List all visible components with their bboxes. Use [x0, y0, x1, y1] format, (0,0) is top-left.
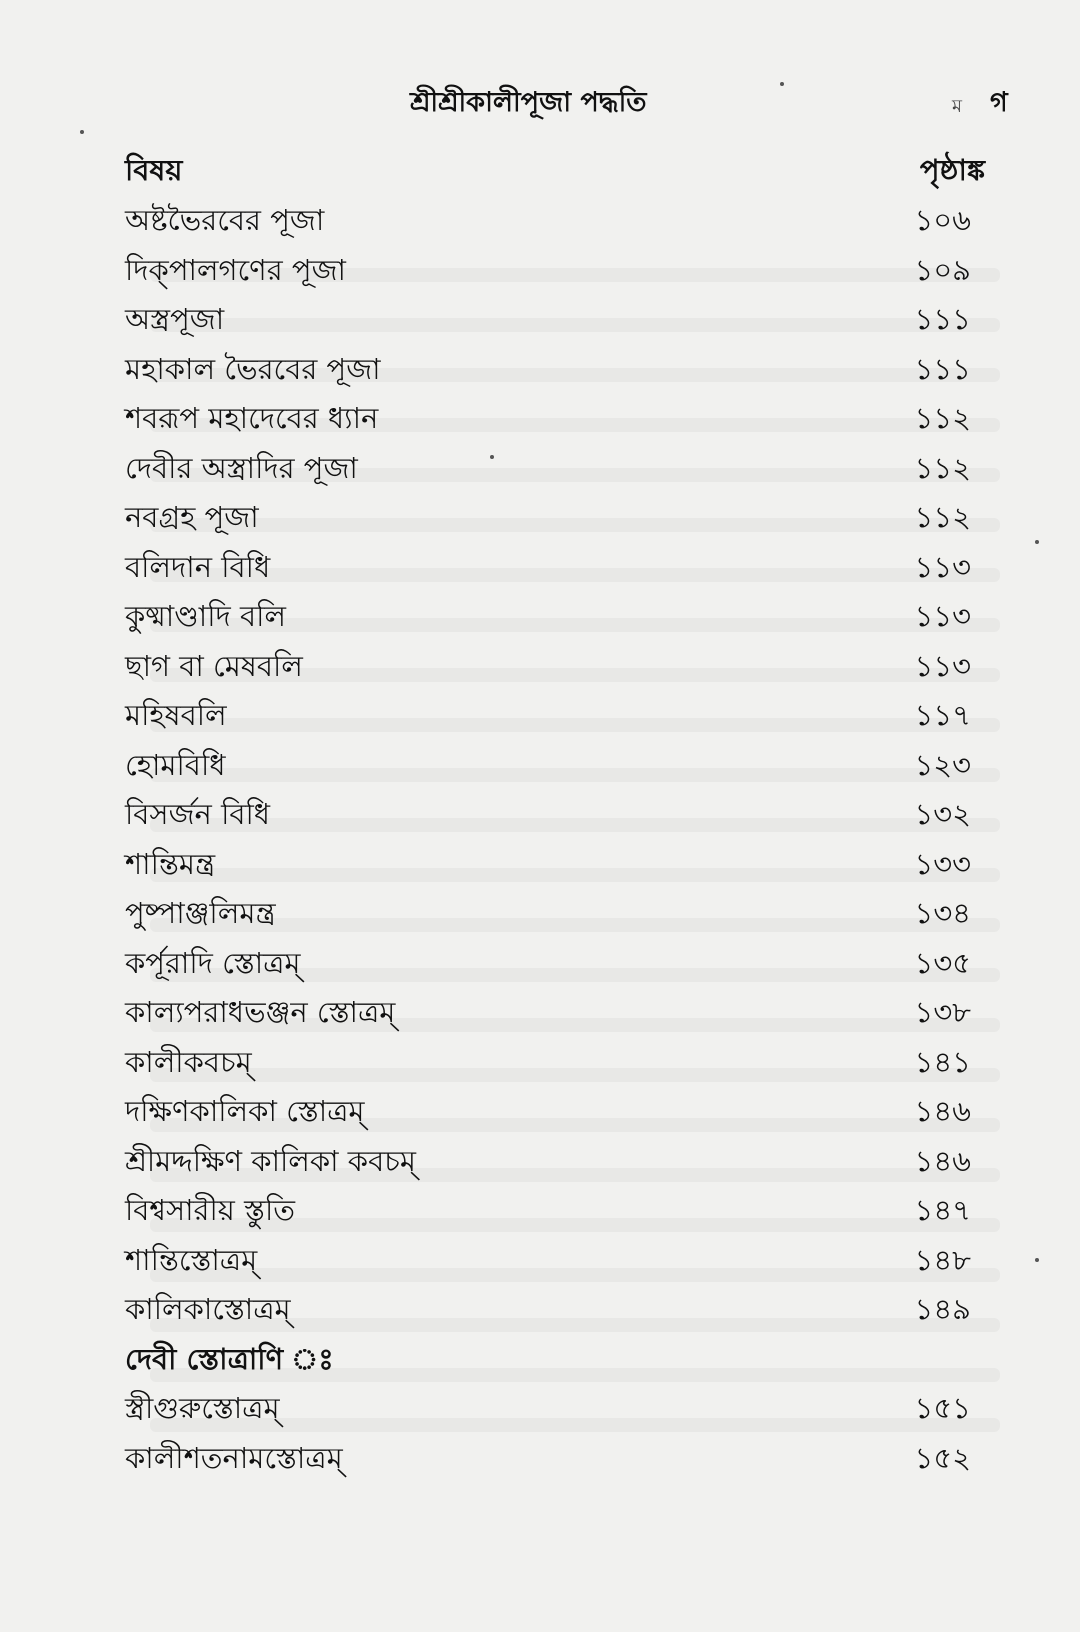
toc-entry-title: কালীকবচম্‌: [125, 1044, 252, 1079]
toc-row: [125, 1087, 971, 1137]
toc-entry-title: পুষ্পাঞ্জলিমন্ত্র: [125, 896, 276, 930]
toc-entry-title: কালীশতনামস্তোত্রম্‌: [125, 1440, 343, 1475]
toc-entry-page: ১৫১: [914, 1391, 971, 1425]
toc-entry-page: ১৪১: [914, 1044, 971, 1079]
toc-entry-title: মহাকাল ভৈরবের পূজা: [125, 351, 381, 386]
toc-section-row: [125, 1335, 971, 1385]
toc-entry-page: ১৩৮: [914, 995, 971, 1029]
toc-entry-title: বিসর্জন বিধি: [125, 797, 271, 831]
toc-entry-page: ১১৭: [914, 698, 971, 732]
toc-entry-page: ১১২: [914, 500, 971, 534]
toc-row: [125, 741, 971, 791]
toc-row: [125, 1038, 971, 1088]
toc-row: [125, 939, 971, 989]
running-header: [0, 82, 1080, 122]
toc-row: [125, 1285, 971, 1335]
toc-entry-title: বিশ্বসারীয় স্তুতি: [125, 1193, 296, 1227]
toc-section-heading: দেবী স্তোত্রাণি ঃ: [125, 1341, 334, 1376]
toc-entry-page: ১১৩: [914, 549, 971, 584]
toc-entry-title: ছাগ বা মেষবলি: [125, 648, 303, 683]
toc-entry-title: দক্ষিণকালিকা স্তোত্রম্‌: [125, 1094, 365, 1128]
toc-row: [125, 295, 971, 345]
toc-entry-page: ১১৩: [914, 648, 971, 683]
toc-entry-page: ১১১: [914, 351, 971, 386]
toc-row: [125, 345, 971, 395]
toc-column-headers: [125, 148, 985, 188]
toc-entry-page: ১৩৪: [914, 896, 971, 930]
toc-entry-title: অষ্টভৈরবের পূজা: [125, 203, 325, 237]
toc-row: [125, 1137, 971, 1187]
subject-column-header: বিষয়: [125, 153, 183, 187]
folio-mark: ম: [952, 96, 962, 117]
toc-row: [125, 790, 971, 840]
toc-entry-page: ১১৩: [914, 599, 971, 633]
toc-entry-title: দিক্‌পালগণের পূজা: [125, 252, 346, 287]
toc-entry-title: কাল্যপরাধভঞ্জন স্তোত্রম্‌: [125, 995, 396, 1029]
toc-entry-title: কুষ্মাণ্ডাদি বলি: [125, 599, 287, 633]
toc-entry-title: শবরূপ মহাদেবের ধ্যান: [125, 401, 379, 435]
toc-entry-title: অস্ত্রপূজা: [125, 302, 225, 336]
running-title: শ্রীশ্রীকালীপূজা পদ্ধতি: [410, 87, 647, 118]
toc-entry-page: ১৪৭: [914, 1193, 971, 1227]
toc-entry-title: বলিদান বিধি: [125, 549, 271, 584]
toc-entry-title: কালিকাস্তোত্রম্‌: [125, 1292, 291, 1326]
toc-entry-title: স্ত্রীগুরুস্তোত্রম্‌: [125, 1391, 280, 1425]
toc-entry-title: শ্রীমদ্দক্ষিণ কালিকা কবচম্‌: [125, 1143, 416, 1178]
toc-row: [125, 840, 971, 890]
toc-row: [125, 493, 971, 543]
toc-row: [125, 1434, 971, 1484]
toc-entry-page: ১১২: [914, 450, 971, 485]
toc-row: [125, 1384, 971, 1434]
toc-entry-title: মহিষবলি: [125, 698, 227, 732]
toc-row: [125, 642, 971, 692]
toc-entry-title: শান্তিমন্ত্র: [125, 846, 216, 881]
toc-row: [125, 691, 971, 741]
toc-row: [125, 543, 971, 593]
toc-entry-page: ১৫২: [914, 1440, 971, 1475]
toc-entry-title: দেবীর অস্ত্রাদির পূজা: [125, 450, 358, 485]
toc-row: [125, 444, 971, 494]
toc-entry-page: ১৩৫: [914, 945, 971, 980]
toc-entry-page: ১৪৬: [914, 1094, 971, 1128]
toc-entry-page: ১৪৮: [914, 1242, 971, 1277]
toc-entry-page: ১০৯: [914, 252, 971, 287]
toc-entry-page: ১১১: [914, 302, 971, 336]
toc-entry-page: ১৪৬: [914, 1143, 971, 1178]
toc-row: [125, 988, 971, 1038]
toc-entry-page: ১১২: [914, 401, 971, 435]
toc-row: [125, 246, 971, 296]
toc-entry-page: ১৩৩: [914, 846, 971, 881]
toc-row: [125, 592, 971, 642]
toc-row: [125, 1236, 971, 1286]
toc-entry-page: ১৪৯: [914, 1292, 971, 1326]
toc-row: [125, 394, 971, 444]
toc-entry-title: শান্তিস্তোত্রম্‌: [125, 1242, 258, 1277]
toc-entry-page: ১৩২: [914, 797, 971, 831]
toc-row: [125, 196, 971, 246]
page-column-header: পৃষ্ঠাঙ্ক: [919, 153, 985, 187]
toc-entry-title: নবগ্রহ পূজা: [125, 500, 259, 534]
toc-row: [125, 1186, 971, 1236]
toc-row: [125, 889, 971, 939]
toc-entry-title: কর্পূরাদি স্তোত্রম্‌: [125, 945, 301, 980]
toc-entry-page: ১০৬: [914, 203, 971, 237]
page-folio: গ: [990, 87, 1008, 118]
toc-entry-page: ১২৩: [914, 747, 971, 782]
toc-entry-title: হোমবিধি: [125, 747, 226, 782]
table-of-contents: [125, 196, 971, 1483]
